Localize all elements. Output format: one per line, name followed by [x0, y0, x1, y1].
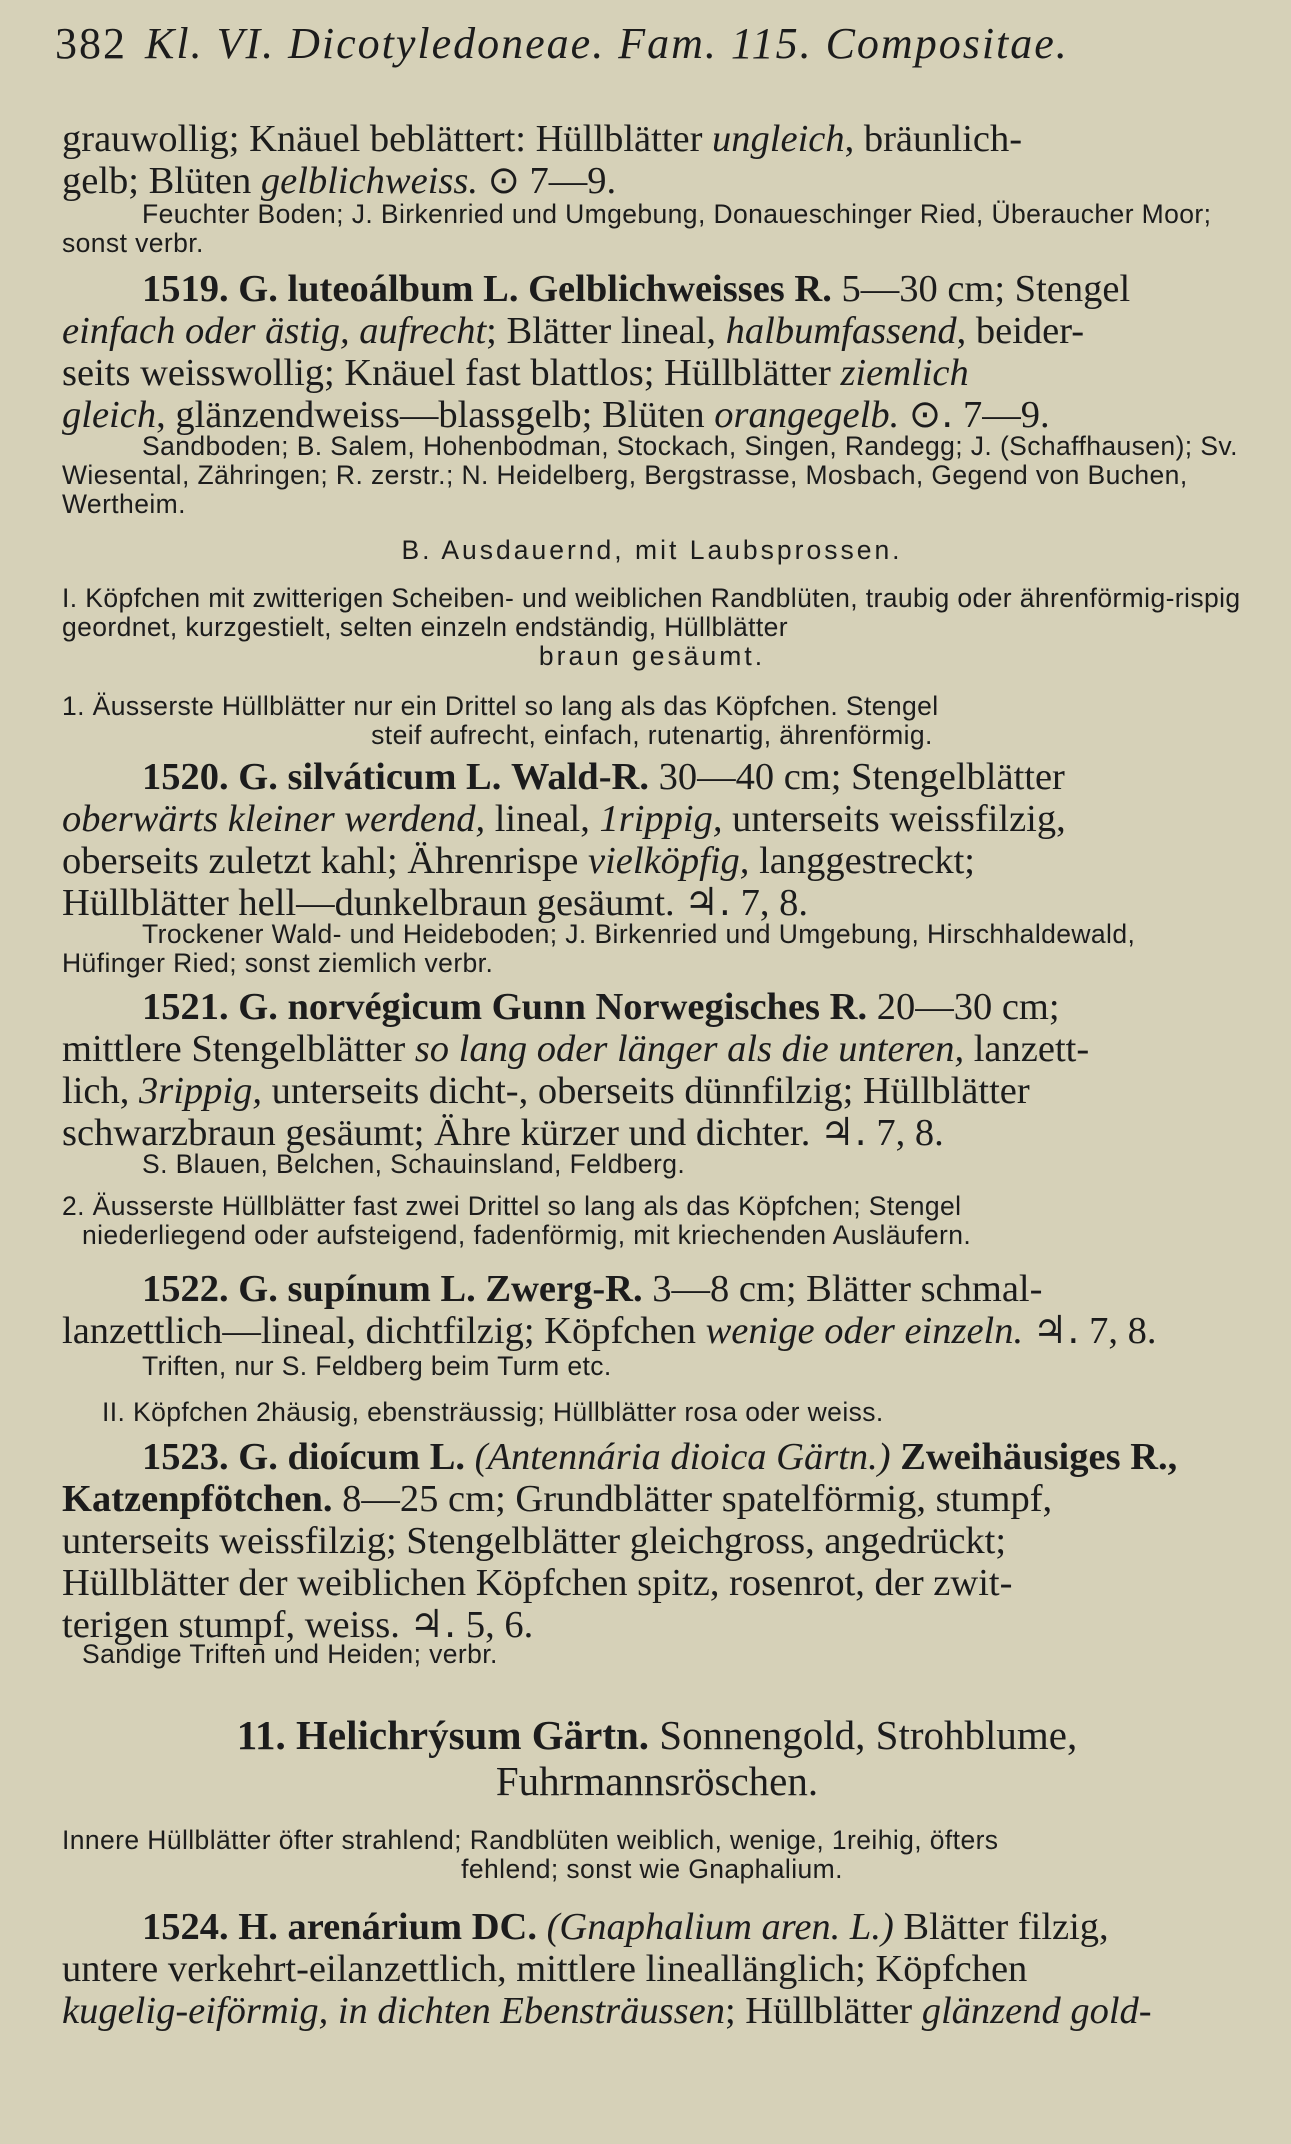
text: I. Köpfchen mit zwitterigen Scheiben- und weiblichen Randblüten, traubig oder ährenförmig-rispig geordnet, kurzgestielt, selten einzeln endständig, Hüllblätter: [62, 583, 1241, 642]
text: ; Hüllblätter: [724, 1990, 913, 2032]
text-italic: vielköpfig,: [588, 840, 750, 882]
entry-1523: [62, 1436, 1252, 1646]
text: , beider-: [956, 310, 1085, 352]
flowering-months: 5, 6.: [465, 1604, 534, 1646]
section-b-heading: B. Ausdauernd, mit Laubsprossen.: [401, 535, 903, 565]
text: Hüllblätter hell—dunkelbraun gesäumt.: [62, 882, 675, 924]
habitat-1519: Sandboden; B. Salem, Hohenbodman, Stockach, Singen, Randegg; J. (Schaffhausen); Sv. Wiesental, Zähringen; R. zerstr.; N. Heidelberg, Bergstrasse, Mosbach, Gegend von Buchen, Wertheim.: [62, 431, 1238, 519]
species-name: G. norvégicum Gunn: [238, 986, 586, 1028]
text-italic: gleich: [62, 394, 157, 436]
page-number: 382: [55, 19, 127, 68]
text-italic: ziemlich: [840, 352, 969, 394]
text: 2. Äusserste Hüllblätter fast zwei Drittel so lang als das Köpfchen; Stengel: [62, 1191, 962, 1221]
text: lineal,: [494, 798, 590, 840]
common-name: Wald-R.: [510, 756, 649, 798]
genus-11-heading: [62, 1712, 1252, 1804]
habitat-1521: S. Blauen, Belchen, Schauinsland, Feldberg.: [142, 1149, 686, 1179]
text: seits weisswollig; Knäuel fast blattlos; Hüllblätter: [62, 352, 831, 394]
common-name: Katzenpfötchen.: [62, 1478, 333, 1520]
perennial-symbol-icon: ♃.: [684, 880, 732, 925]
common-name: Gelblichweisses R.: [528, 268, 832, 310]
flowering-months: 7—9.: [962, 394, 1050, 436]
species-number: 1519.: [142, 268, 229, 310]
entry-1518-tail: [62, 118, 1252, 202]
page-header: [55, 18, 1235, 69]
text-italic: kugelig-eiförmig, in dichten Ebensträussen: [62, 1990, 725, 2032]
genus-11-description: [62, 1826, 1242, 1884]
flowering-months: 7, 8.: [1089, 1310, 1157, 1352]
entry-1524: [62, 1906, 1252, 2032]
text: 3—8 cm; Blätter schmal-: [652, 1268, 1043, 1310]
text: ; Blätter lineal,: [486, 310, 716, 352]
species-name: G. silváticum L.: [238, 756, 502, 798]
flowering-months: 7, 8.: [876, 1112, 944, 1154]
genus-number: 11.: [236, 1712, 286, 1758]
habitat-1522: Triften, nur S. Feldberg beim Turm etc.: [142, 1351, 612, 1381]
common-name: Zwerg-R.: [485, 1268, 643, 1310]
running-title: Kl. VI. Dicotyledoneae. Fam. 115. Compositae.: [145, 19, 1069, 68]
species-number: 1520.: [142, 756, 229, 798]
text-italic: halbumfassend: [725, 310, 957, 352]
text: unterseits dicht-, oberseits dünnfilzig; Hüllblätter: [271, 1070, 1030, 1112]
annual-symbol-icon: ⊙: [487, 158, 520, 203]
text-italic: 1rippig,: [599, 798, 723, 840]
species-name: H. arenárium DC.: [238, 1906, 537, 1948]
text: unterseits weissfilzig,: [732, 798, 1066, 840]
species-number: 1522.: [142, 1268, 229, 1310]
text: 1. Äusserste Hüllblätter nur ein Drittel so lang als das Köpfchen. Stengel: [62, 691, 939, 721]
text: lanzettlich—lineal, dichtfilzig; Köpfchen: [62, 1310, 696, 1352]
text: gelb; Blüten: [62, 160, 252, 202]
text: untere verkehrt-eilanzettlich, mittlere lineallänglich; Köpfchen: [62, 1948, 1028, 1990]
text: Blätter filzig,: [903, 1906, 1109, 1948]
text-italic: oberwärts kleiner werdend,: [62, 798, 486, 840]
text-italic: gelblichweiss.: [260, 160, 478, 202]
habitat-1518: Feuchter Boden; J. Birkenried und Umgebung, Donaueschinger Ried, Überaucher Moor; sonst verbr.: [62, 199, 1212, 258]
perennial-symbol-icon: ♃.: [409, 1602, 457, 1647]
synonym: (Gnaphalium aren. L.): [546, 1906, 894, 1948]
common-name: Norwegisches R.: [595, 986, 868, 1028]
text: Innere Hüllblätter öfter strahlend; Randblüten weiblich, wenige, 1reihig, öfters: [62, 1825, 999, 1855]
genus-common-name: Sonnengold, Strohblume,: [659, 1712, 1078, 1758]
text: lanzett-: [973, 1028, 1090, 1070]
key-2: [62, 1192, 1242, 1250]
species-name: G. supínum L.: [238, 1268, 476, 1310]
text: , bräunlich-: [844, 118, 1023, 160]
perennial-symbol-icon: ♃.: [819, 1110, 867, 1155]
text: braun gesäumt.: [538, 641, 766, 671]
flowering-months: 7—9.: [529, 160, 617, 202]
text-italic: einfach oder ästig, aufrecht: [62, 310, 487, 352]
text-italic: glänzend gold-: [921, 1990, 1152, 2032]
text: 20—30 cm;: [876, 986, 1060, 1028]
text: oberseits zuletzt kahl; Ährenrispe: [62, 840, 579, 882]
perennial-symbol-icon: ♃.: [1032, 1308, 1080, 1353]
genus-name: Helichrýsum Gärtn.: [296, 1712, 650, 1758]
species-name: G. luteoálbum L.: [238, 268, 519, 310]
entry-1520: [62, 756, 1252, 924]
common-name: Zweihäusiges R.,: [900, 1436, 1178, 1478]
text: steif aufrecht, einfach, rutenartig, ährenförmig.: [371, 720, 933, 750]
entry-1521: [62, 986, 1252, 1154]
text-italic: orangegelb.: [714, 394, 900, 436]
text: 8—25 cm; Grundblätter spatelförmig, stumpf,: [342, 1478, 1053, 1520]
text: niederliegend oder aufsteigend, fadenförmig, mit kriechenden Ausläufern.: [82, 1220, 972, 1250]
flowering-months: 7, 8.: [740, 882, 809, 924]
group-ii-heading: II. Köpfchen 2häusig, ebensträussig; Hüllblätter rosa oder weiss.: [102, 1397, 884, 1427]
text-italic: so lang oder länger als die unteren,: [414, 1028, 965, 1070]
species-number: 1521.: [142, 986, 229, 1028]
text: terigen stumpf, weiss.: [62, 1604, 400, 1646]
entry-1522: [62, 1268, 1252, 1352]
text-italic: wenige oder einzeln.: [705, 1310, 1024, 1352]
text: langgestreckt;: [759, 840, 976, 882]
annual-symbol-icon: ⊙.: [908, 392, 954, 437]
text: Hüllblätter der weiblichen Köpfchen spitz, rosenrot, der zwit-: [62, 1562, 1013, 1604]
species-name: G. dioícum L.: [238, 1436, 466, 1478]
species-number: 1523.: [142, 1436, 229, 1478]
habitat-1523: Sandige Triften und Heiden; verbr.: [82, 1639, 498, 1669]
text: , glänzendweiss—blassgelb; Blüten: [156, 394, 705, 436]
genus-common-name: Fuhrmannsröschen.: [495, 1758, 819, 1804]
entry-1519: [62, 268, 1252, 436]
text: mittlere Stengelblätter: [62, 1028, 406, 1070]
text: grauwollig; Knäuel beblättert: Hüllblätter: [62, 118, 703, 160]
text: unterseits weissfilzig; Stengelblätter gleichgross, angedrückt;: [62, 1520, 1007, 1562]
text-italic: 3rippig,: [138, 1070, 262, 1112]
text-italic: ungleich: [712, 118, 845, 160]
text: 30—40 cm; Stengelblätter: [658, 756, 1065, 798]
synonym: (Antennária dioica Gärtn.): [474, 1436, 891, 1478]
key-1: [62, 692, 1242, 750]
text: schwarzbraun gesäumt; Ähre kürzer und dichter.: [62, 1112, 811, 1154]
text: 5—30 cm; Stengel: [841, 268, 1131, 310]
text: lich,: [62, 1070, 130, 1112]
group-i-heading: [62, 584, 1242, 671]
text: fehlend; sonst wie Gnaphalium.: [461, 1854, 843, 1884]
habitat-1520: Trockener Wald- und Heideboden; J. Birkenried und Umgebung, Hirschhaldewald, Hüfinger Ried; sonst ziemlich verbr.: [62, 919, 1136, 978]
species-number: 1524.: [142, 1906, 229, 1948]
